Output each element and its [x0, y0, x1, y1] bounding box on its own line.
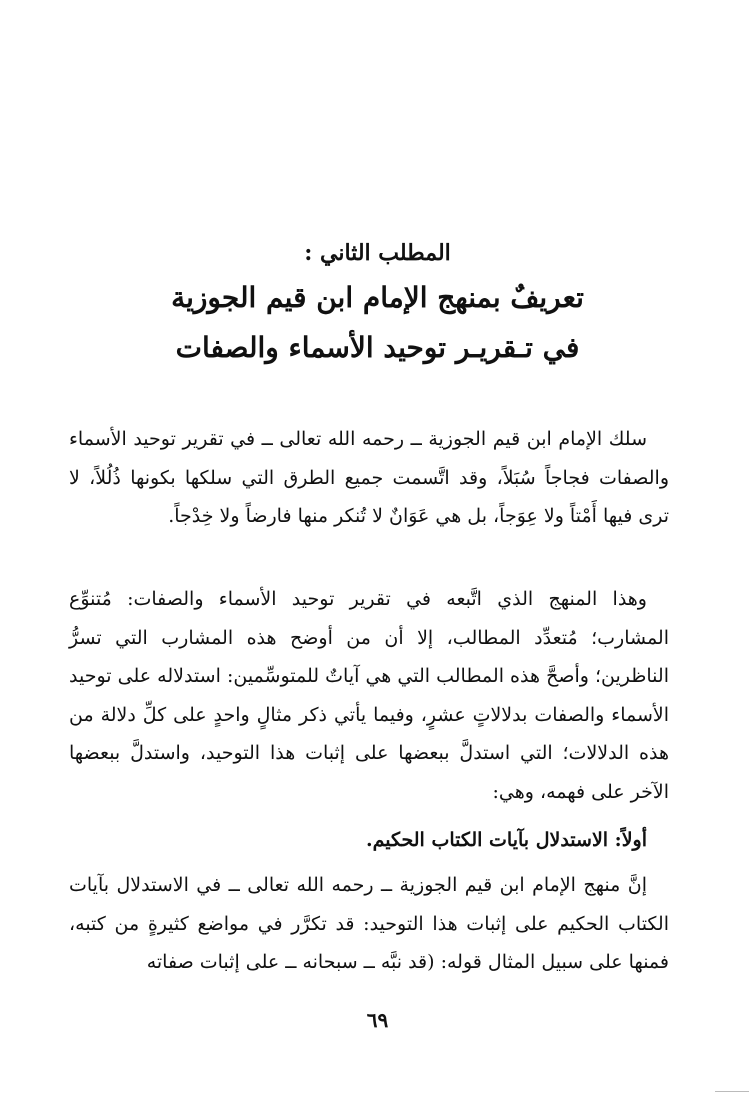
section-title-line-2: في تـقريـر توحيد الأسماء والصفات — [175, 331, 580, 364]
paragraph-2 — [69, 580, 669, 812]
page-number: ٦٩ — [366, 1008, 389, 1032]
section-title-line-1: تعريفٌ بمنهج الإمام ابن قيم الجوزية — [171, 281, 584, 314]
paragraph-3-text: إنَّ منهج الإمام ابن قيم الجوزية ــ رحمه الله تعالى ــ في الاستدلال بآيات الكتاب الحكيم على إثبات هذا التوحيد: قد تكرَّر في مواضع كثيرةٍ من كتبه، فمنها على سبيل المثال قوله: (قد نبَّه ــ سبحانه ــ على إثبات صفاته — [69, 874, 669, 974]
scan-edge-mark — [715, 1091, 749, 1098]
paragraph-1-text: سلك الإمام ابن قيم الجوزية ــ رحمه الله تعالى ــ في تقرير توحيد الأسماء والصفات فجاجاً سُبَلاً، وقد اتَّسمت جميع الطرق التي سلكها بكونها ذُلُلاً، لا ترى فيها أَمْتاً ولا عِوَجاً، بل هي عَوَانٌ لا تُنكر منها فارضاً ولا خِدْجاً. — [69, 428, 669, 528]
section-label: المطلب الثاني : — [304, 240, 451, 266]
paragraph-2-text: وهذا المنهج الذي اتَّبعه في تقرير توحيد الأسماء والصفات: مُتنوِّع المشارب؛ مُتعدِّد المطالب، إلا أن من أوضح هذه المشارب التي تسرُّ الناظرين؛ وأصحَّ هذه المطالب التي هي آياتٌ للمتوسِّمين: استدلاله على توحيد الأسماء والصفات بدلالاتٍ عشرٍ، وفيما يأتي ذكر مثالٍ واحدٍ على كلِّ دلالة من هذه الدلالات؛ التي استدلَّ ببعضها على إثبات هذا التوحيد، واستدلَّ ببعضها الآخر على فهمه، وهي: — [69, 588, 669, 803]
paragraph-1 — [69, 420, 669, 536]
subheading-first-evidence: أولاً: الاستدلال بآيات الكتاب الحكيم. — [366, 829, 647, 851]
paragraph-3 — [69, 866, 669, 982]
